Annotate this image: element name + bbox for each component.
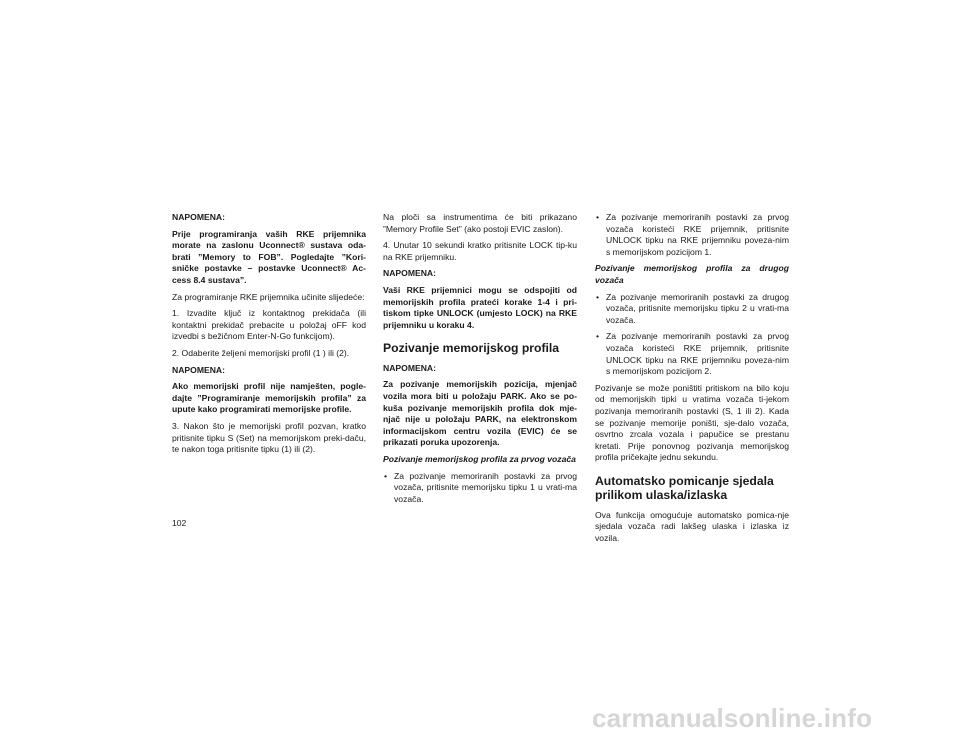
note-label: NAPOMENA:	[383, 268, 436, 279]
subheading: Pozivanje memorijskog profila za drugog vozača	[595, 263, 789, 285]
list-item: • Za pozivanje memoriranih postavki za prvog vozača koristeći RKE prijemnik, pritisnite UNLOCK tipku na RKE prijemniku poveza-nim s memorijskom pozicijom 1.	[595, 212, 789, 258]
section-heading: Pozivanje memorijskog profila	[383, 341, 560, 356]
note-text: Za pozivanje memorijskih pozicija, mjenjač vozila mora biti u položaju PARK. Ako se po-kuša pozivanje memorijskih profila dok mje-njač nije u položaju PARK, na elektronskom informacijskom centru vozila (EVIC) će se prikazati poruka upozorenja.	[383, 379, 577, 448]
step-3: 3. Nakon što je memorijski profil pozvan, kratko pritisnite tipku S (Set) na memorijskom preki-daču, te nakon toga pritisnite tipku (1) ili (2).	[172, 420, 366, 455]
step-4: 4. Unutar 10 sekundi kratko pritisnite LOCK tip-ku na RKE prijemniku.	[383, 240, 577, 262]
watermark: carmanualsonline.info	[592, 703, 873, 733]
paragraph: Na ploči sa instrumentima će biti prikazano ”Memory Profile Set” (ako postoji EVIC zaslon).	[383, 212, 577, 234]
step-1: 1. Izvadite ključ iz kontaktnog prekidača (ili kontaktni prekidač prebacite u položaj oFF kod izvedbi s bežičnom Enter-N-Go funkcijom).	[172, 308, 366, 342]
subheading: Pozivanje memorijskog profila za prvog vozača	[383, 454, 576, 464]
note-label: NAPOMENA:	[172, 212, 225, 222]
bullet-list	[383, 471, 577, 506]
text-column-right	[595, 212, 789, 550]
note-text: Ako memorijski profil nije namješten, pogle-dajte ”Programiranje memorijskih profila” za upute kako programirati memorijske profile.	[172, 381, 366, 415]
paragraph: Pozivanje se može poništiti pritiskom na bilo koju od memorijskih tipki u vratima vozača ti-jekom pozivanja memoriranih postavki (S, 1 ili 2). Kada se pozivanje memorije poništi, sje-dalo vozača, osvrtno zrcala vozala i papučice se prestanu kretati. Prije ponovnog pozivanja memorijskog profila pričekajte jednu sekundu.	[595, 382, 789, 463]
bullet-list	[595, 212, 789, 258]
note-text: Prije programiranja vaših RKE prijemnika morate na zaslonu Uconnect® sustava oda-brati ”Memory to FOB”. Pogledajte ”Kori-sničke postavke – postavke Uconnect® Ac-cess 8.4 sustava”.	[172, 228, 366, 285]
paragraph: Za programiranje RKE prijemnika učinite slijedeće:	[172, 291, 365, 302]
list-item: • Za pozivanje memoriranih postavki za drugog vozača, pritisnite memorijsku tipku 2 u vrati-ma vozača.	[595, 292, 789, 327]
text-column-left	[172, 212, 366, 461]
note-label: NAPOMENA:	[172, 364, 225, 375]
paragraph: Ova funkcija omogućuje automatsko pomica-nje sjedala vozača radi lakšeg ulaska i izlaska iz vozila.	[595, 509, 789, 544]
note-label: NAPOMENA:	[383, 362, 436, 373]
list-item: • Za pozivanje memoriranih postavki za prvog vozača koristeći RKE prijemnik, pritisnite UNLOCK tipku na RKE prijemniku poveza-nim s memorijskom pozicijom 2.	[595, 331, 789, 377]
bullet-list	[595, 292, 789, 378]
text-column-middle	[383, 212, 577, 510]
section-heading: Automatsko pomicanje sjedala prilikom ulaska/izlaska	[595, 473, 774, 503]
note-text: Vaši RKE prijemnici mogu se odspojiti od memorijskih profila prateći korake 1-4 i pri-tiskom tipke UNLOCK (umjesto LOCK) na RKE prijemniku u koraku 4.	[383, 284, 577, 330]
page-number: 102	[172, 518, 187, 528]
step-2: 2. Odaberite željeni memorijski profil (1 ) ili (2).	[172, 347, 350, 358]
list-item: • Za pozivanje memoriranih postavki za prvog vozača, pritisnite memorijsku tipku 1 u vrati-ma vozača.	[383, 471, 577, 506]
